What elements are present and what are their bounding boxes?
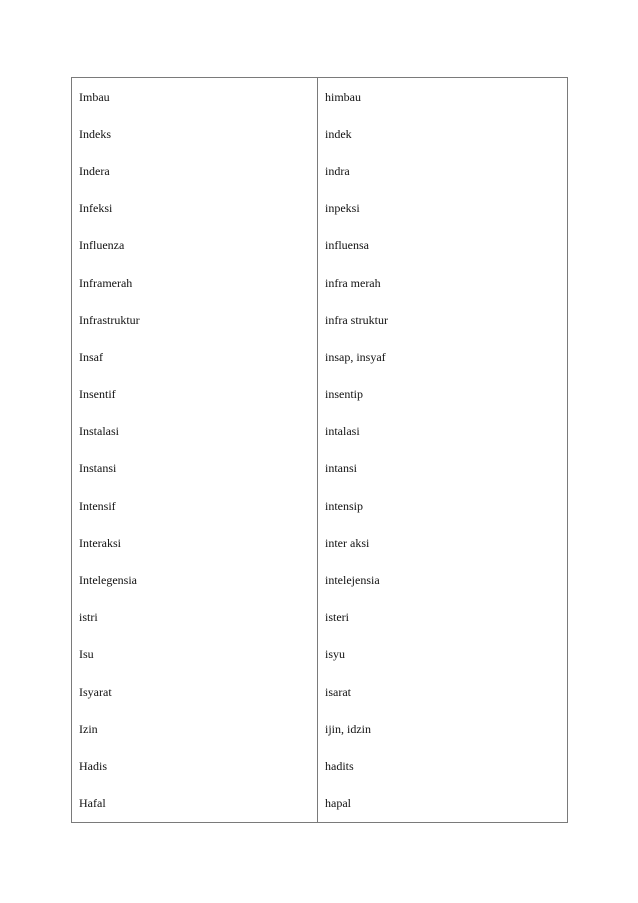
table-row [72, 636, 568, 673]
standard-word-cell: Isyarat [72, 673, 318, 710]
table-row [72, 152, 568, 189]
table-row [72, 673, 568, 710]
table-row [72, 227, 568, 264]
nonstandard-word-cell: indek [318, 115, 568, 152]
standard-word-cell: Intelegensia [72, 561, 318, 598]
table-row [72, 561, 568, 598]
table-row [72, 710, 568, 747]
standard-word-cell: Infrastruktur [72, 301, 318, 338]
table-row [72, 301, 568, 338]
standard-word-cell: Instansi [72, 450, 318, 487]
table-row [72, 115, 568, 152]
nonstandard-word-cell: intalasi [318, 413, 568, 450]
table-body [72, 78, 568, 823]
table-row [72, 747, 568, 784]
table-row [72, 524, 568, 561]
nonstandard-word-cell: influensa [318, 227, 568, 264]
nonstandard-word-cell: insentip [318, 376, 568, 413]
standard-word-cell: Indera [72, 152, 318, 189]
nonstandard-word-cell: isyu [318, 636, 568, 673]
nonstandard-word-cell: insap, insyaf [318, 338, 568, 375]
nonstandard-word-cell: intensip [318, 487, 568, 524]
standard-word-cell: Hafal [72, 785, 318, 823]
nonstandard-word-cell: ijin, idzin [318, 710, 568, 747]
nonstandard-word-cell: inpeksi [318, 190, 568, 227]
nonstandard-word-cell: hapal [318, 785, 568, 823]
word-comparison-table [71, 77, 568, 823]
standard-word-cell: Insentif [72, 376, 318, 413]
table-row [72, 264, 568, 301]
nonstandard-word-cell: intansi [318, 450, 568, 487]
standard-word-cell: Intensif [72, 487, 318, 524]
standard-word-cell: Influenza [72, 227, 318, 264]
nonstandard-word-cell: isarat [318, 673, 568, 710]
table-row [72, 785, 568, 823]
standard-word-cell: Indeks [72, 115, 318, 152]
table-row [72, 338, 568, 375]
nonstandard-word-cell: isteri [318, 599, 568, 636]
standard-word-cell: Inframerah [72, 264, 318, 301]
standard-word-cell: Infeksi [72, 190, 318, 227]
table-row [72, 376, 568, 413]
nonstandard-word-cell: intelejensia [318, 561, 568, 598]
nonstandard-word-cell: himbau [318, 78, 568, 116]
table-row [72, 599, 568, 636]
nonstandard-word-cell: inter aksi [318, 524, 568, 561]
nonstandard-word-cell: indra [318, 152, 568, 189]
standard-word-cell: Interaksi [72, 524, 318, 561]
standard-word-cell: Izin [72, 710, 318, 747]
table-row [72, 450, 568, 487]
table-row [72, 487, 568, 524]
standard-word-cell: Instalasi [72, 413, 318, 450]
table-row [72, 78, 568, 116]
standard-word-cell: Imbau [72, 78, 318, 116]
nonstandard-word-cell: hadits [318, 747, 568, 784]
nonstandard-word-cell: infra struktur [318, 301, 568, 338]
nonstandard-word-cell: infra merah [318, 264, 568, 301]
standard-word-cell: Insaf [72, 338, 318, 375]
standard-word-cell: Isu [72, 636, 318, 673]
table-row [72, 190, 568, 227]
standard-word-cell: istri [72, 599, 318, 636]
table-row [72, 413, 568, 450]
standard-word-cell: Hadis [72, 747, 318, 784]
